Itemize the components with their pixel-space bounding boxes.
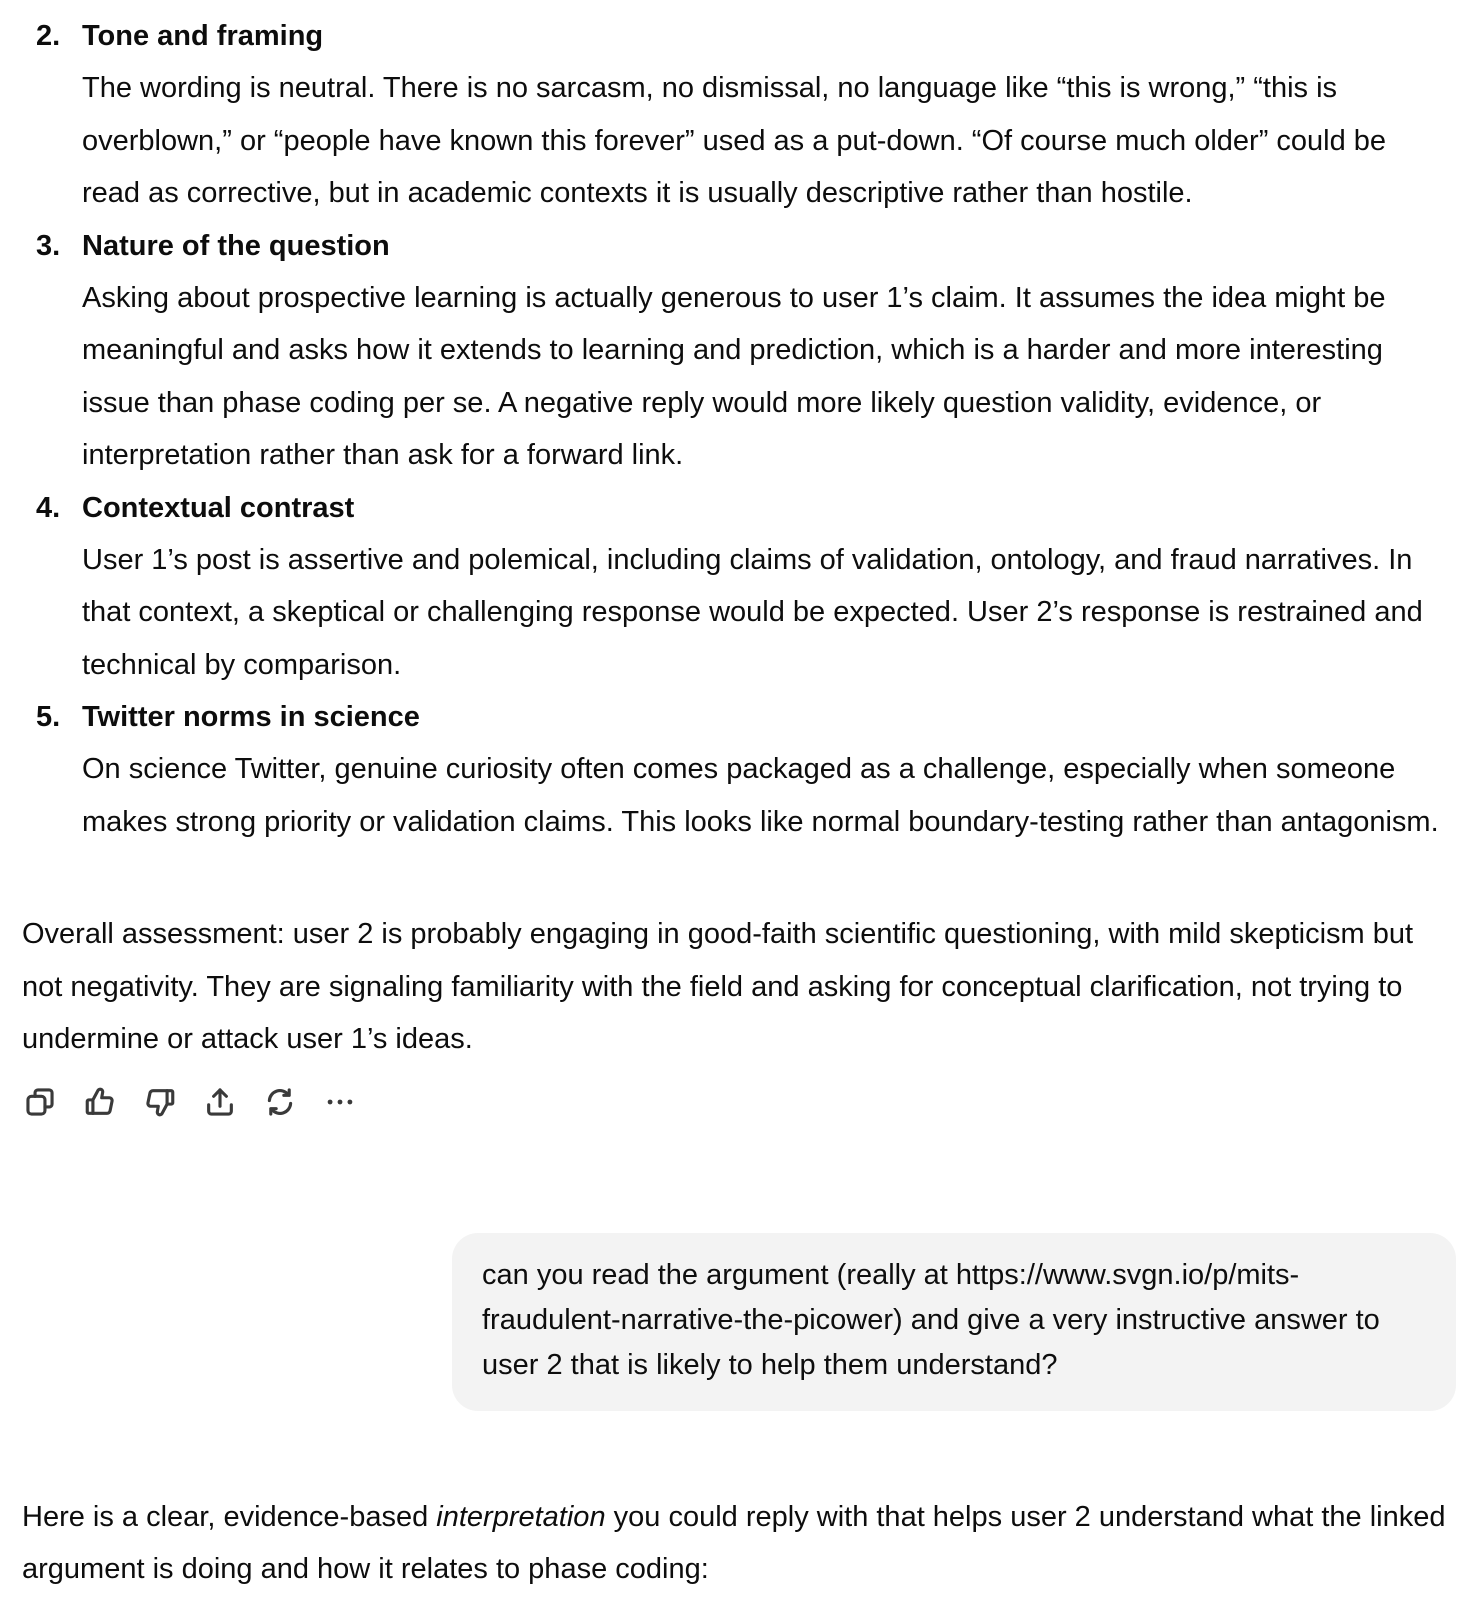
list-item-title: Twitter norms in science [82, 701, 420, 733]
user-message-bubble [452, 1233, 1456, 1411]
list-item-title: Contextual contrast [82, 491, 355, 524]
list-item-title: Tone and framing [82, 20, 324, 52]
list-item-title: Nature of the question [82, 229, 390, 262]
list-item [0, 10, 1480, 220]
regenerate-button[interactable] [260, 1082, 300, 1122]
list-item [0, 691, 1480, 848]
regenerate-icon [263, 1085, 297, 1119]
share-button[interactable] [200, 1082, 240, 1122]
assistant-numbered-list [0, 10, 1480, 848]
assistant-reply-text-continued: you could reply with that helps user 2 understand what the linked argument is doing and how it relates to phase coding: [22, 1501, 1446, 1585]
share-icon [203, 1085, 237, 1119]
list-item [0, 220, 1480, 482]
list-item-body: Asking about prospective learning is actually generous to user 1’s claim. It assumes the idea might be meaningful and asks how it extends to learning and prediction, which is a harder and more interesting issue than phase coding per se. A negative reply would more likely question validity, evidence, or interpretation rather than ask for a forward link. [82, 281, 1386, 471]
more-options-button[interactable] [320, 1082, 360, 1122]
thumbs-down-icon [143, 1085, 177, 1119]
bad-response-button[interactable] [140, 1082, 180, 1122]
list-item-body: The wording is neutral. There is no sarcasm, no dismissal, no language like “this is wrong,” “this is overblown,” or “people have known this forever” used as a put-down. “Of course much older” could be read as corrective, but in academic contexts it is usually descriptive rather than hostile. [82, 72, 1387, 209]
copy-button[interactable] [20, 1082, 60, 1122]
list-item-number: 2. [36, 20, 61, 52]
assistant-reply-text: Here is a clear, evidence-based [22, 1501, 437, 1533]
user-message-text: can you read the argument (really at https://www.svgn.io/p/mits-fraudulent-narrative-the-picower) and give a very instructive answer to user 2 that is likely to help them understand? [482, 1259, 1380, 1381]
message-action-bar [20, 1082, 380, 1122]
copy-icon [23, 1085, 57, 1119]
list-item-number: 5. [36, 701, 61, 733]
list-item-number: 4. [36, 491, 61, 524]
good-response-button[interactable] [80, 1082, 120, 1122]
overall-assessment: Overall assessment: user 2 is probably engaging in good-faith scientific questioning, with mild skepticism but not negativity. They are signaling familiarity with the field and asking for conceptual clarification, not trying to undermine or attack user 1’s ideas. [22, 918, 1414, 1055]
list-item-number: 3. [36, 229, 61, 262]
thumbs-up-icon [83, 1085, 117, 1119]
list-item-body: On science Twitter, genuine curiosity often comes packaged as a challenge, especially when someone makes strong priority or validation claims. This looks like normal boundary-testing rather than antagonism. [82, 753, 1439, 838]
list-item [0, 482, 1480, 692]
assistant-reply [22, 1491, 1452, 1595]
assistant-reply-emphasis: interpretation [436, 1501, 606, 1533]
more-icon [323, 1085, 357, 1119]
list-item-body: User 1’s post is assertive and polemical, including claims of validation, ontology, and fraud narratives. In that context, a skeptical or challenging response would be expected. User 2’s response is restrained and technical by comparison. [82, 543, 1423, 681]
